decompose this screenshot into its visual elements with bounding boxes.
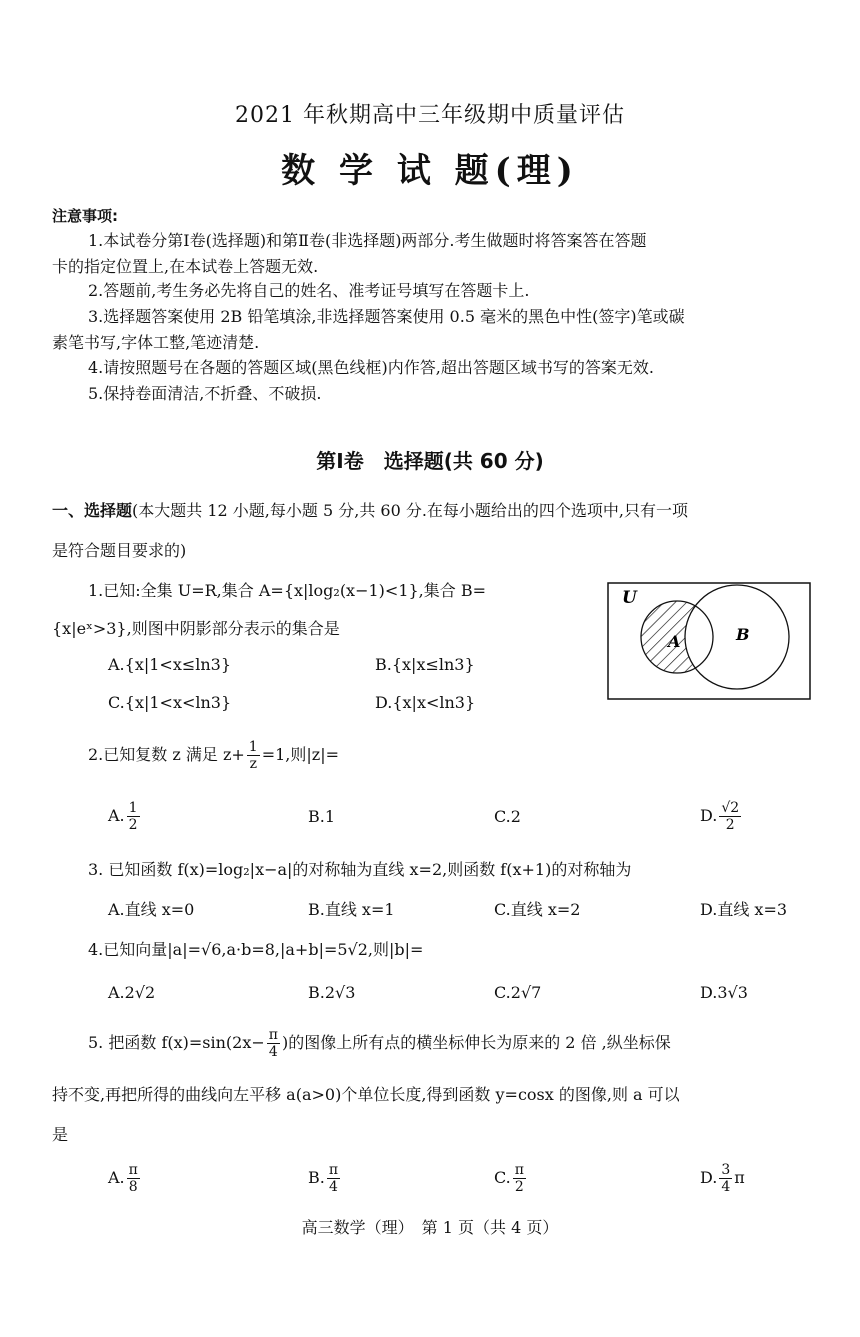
section-title: 第Ⅰ卷 选择题(共 60 分) <box>316 449 544 473</box>
notice-line-6: 4.请按照题号在各题的答题区域(黑色线框)内作答,超出答题区域书写的答案无效. <box>88 358 654 377</box>
q5-fraction <box>267 1027 280 1060</box>
q5-option-d <box>700 1160 745 1196</box>
section-intro-bold: 一、选择题 <box>52 501 133 520</box>
label-u: U <box>622 588 637 608</box>
q1-option-a: A.{x|1<x≤ln3} <box>108 655 232 674</box>
q5-stem-line2: 持不变,再把所得的曲线向左平移 a(a>0)个单位长度,得到函数 y=cosx 的图像,则 a 可以 <box>52 1085 680 1104</box>
section-intro-line2: 是符合题目要求的) <box>52 541 187 560</box>
q4-option-a: A.2√2 <box>108 983 156 1002</box>
notice-heading: 注意事项: <box>52 207 118 225</box>
q2-option-a-frac <box>127 800 140 833</box>
notice-line-5: 素笔书写,字体工整,笔迹清楚. <box>52 333 260 352</box>
q3-option-a: A.直线 x=0 <box>108 900 195 919</box>
q5-option-c-den: 2 <box>514 1179 524 1195</box>
q5-option-b-prefix: B. <box>308 1168 325 1187</box>
q2-option-d-num: √2 <box>721 800 740 816</box>
q1-option-c: C.{x|1<x<ln3} <box>108 693 232 712</box>
q5-option-a-num: π <box>128 1162 138 1178</box>
page-footer: 高三数学（理） 第 1 页（共 4 页） <box>301 1218 559 1237</box>
q5-stem-a: 5. 把函数 f(x)=sin(2x− <box>88 1033 265 1052</box>
q5-frac-num: π <box>268 1027 278 1043</box>
q5-option-a-frac <box>127 1162 140 1195</box>
q5-option-d-num: 3 <box>721 1162 731 1178</box>
q5-option-d-suffix: π <box>734 1168 745 1187</box>
q3-option-b: B.直线 x=1 <box>308 900 395 919</box>
q4-option-b: B.2√3 <box>308 983 356 1002</box>
q2-frac-num: 1 <box>248 739 258 755</box>
q2-option-a-den: 2 <box>128 817 138 833</box>
q5-option-d-den: 4 <box>721 1179 731 1195</box>
q5-stem-b: )的图像上所有点的横坐标伸长为原来的 2 倍 ,纵坐标保 <box>281 1033 671 1052</box>
q4-option-c: C.2√7 <box>494 983 542 1002</box>
universe-rect <box>608 583 810 699</box>
notice-line-1: 1.本试卷分第Ⅰ卷(选择题)和第Ⅱ卷(非选择题)两部分.考生做题时将答案答在答题 <box>88 231 647 250</box>
q5-option-d-frac <box>719 1162 732 1195</box>
q1-stem-line2: {x|eˣ>3},则图中阴影部分表示的集合是 <box>52 619 340 638</box>
q5-stem-line1 <box>88 1025 671 1061</box>
q2-stem-b: =1,则|z|= <box>261 745 340 764</box>
q3-option-d: D.直线 x=3 <box>700 900 788 919</box>
q5-option-a-den: 8 <box>128 1179 138 1195</box>
q2-option-d-prefix: D. <box>700 806 718 825</box>
notice-line-7: 5.保持卷面清洁,不折叠、不破损. <box>88 384 322 403</box>
notice-line-3: 2.答题前,考生务必先将自己的姓名、准考证号填写在答题卡上. <box>88 281 530 300</box>
q2-option-b: B.1 <box>308 807 336 826</box>
q1-option-b: B.{x|x≤ln3} <box>375 655 475 674</box>
q5-option-b-num: π <box>328 1162 339 1178</box>
q2-option-d-frac <box>719 800 741 833</box>
notice-line-4: 3.选择题答案使用 2B 铅笔填涂,非选择题答案使用 0.5 毫米的黑色中性(签字)笔或碳 <box>88 307 685 326</box>
q5-option-b-den: 4 <box>328 1179 338 1195</box>
q5-option-a-prefix: A. <box>108 1168 125 1187</box>
q2-stem <box>88 738 339 772</box>
q1-option-d: D.{x|x<ln3} <box>375 693 476 712</box>
venn-diagram <box>590 574 812 706</box>
notice-line-2: 卡的指定位置上,在本试卷上答题无效. <box>52 257 319 276</box>
exam-title: 2021 年秋期高中三年级期中质量评估 <box>235 103 625 128</box>
label-b: B <box>736 625 750 644</box>
section-intro <box>52 498 688 521</box>
q5-option-b-frac <box>327 1162 340 1195</box>
label-a: A <box>668 632 681 651</box>
q4-option-d: D.3√3 <box>700 983 748 1002</box>
q2-frac-den: z <box>249 756 257 772</box>
q2-option-c: C.2 <box>494 807 521 826</box>
q2-stem-a: 2.已知复数 z 满足 z+ <box>88 745 245 764</box>
q2-option-d <box>700 798 743 834</box>
q5-option-c <box>494 1160 528 1196</box>
q4-stem: 4.已知向量|a|=√6,a·b=8,|a+b|=5√2,则|b|= <box>88 940 424 959</box>
q5-option-c-num: π <box>514 1162 524 1178</box>
subject-title: 数 学 试 题(理) <box>281 151 579 191</box>
q5-option-d-prefix: D. <box>700 1168 718 1187</box>
q5-option-c-frac <box>513 1162 526 1195</box>
q5-option-a <box>108 1160 142 1196</box>
q5-option-c-prefix: C. <box>494 1168 511 1187</box>
q2-option-a <box>108 798 142 834</box>
q3-stem: 3. 已知函数 f(x)=log₂|x−a|的对称轴为直线 x=2,则函数 f(x+1)的对称轴为 <box>88 860 632 879</box>
section-intro-text: (本大题共 12 小题,每小题 5 分,共 60 分.在每小题给出的四个选项中,只有一项 <box>132 501 689 520</box>
q2-option-d-den: 2 <box>725 817 735 833</box>
q3-option-c: C.直线 x=2 <box>494 900 581 919</box>
q5-frac-den: 4 <box>268 1044 278 1060</box>
q2-option-a-prefix: A. <box>108 806 125 825</box>
q5-option-b <box>308 1160 342 1196</box>
q2-fraction <box>247 739 260 772</box>
q2-option-a-num: 1 <box>128 800 138 816</box>
q1-stem-line1: 1.已知:全集 U=R,集合 A={x|log₂(x−1)<1},集合 B= <box>88 581 487 600</box>
q5-stem-line3: 是 <box>52 1125 69 1144</box>
